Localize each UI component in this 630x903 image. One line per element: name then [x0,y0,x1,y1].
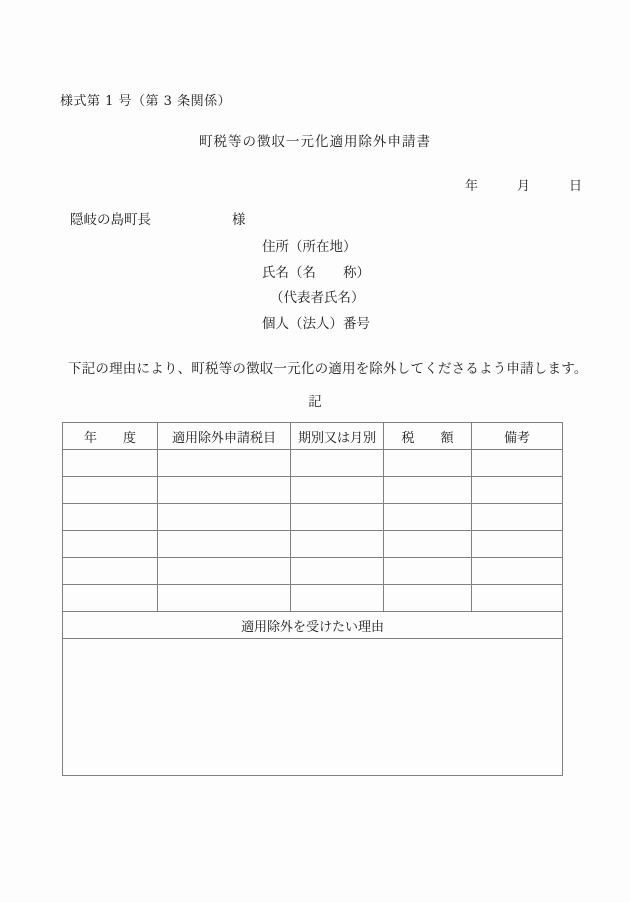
cell-year[interactable] [63,531,158,558]
cell-amount[interactable] [384,585,472,612]
application-table [62,422,563,776]
cell-taxitem[interactable] [158,477,291,504]
date-line: 年 月 日 [464,179,582,194]
table-row [63,585,563,612]
cell-note[interactable] [472,531,563,558]
reason-input-row [63,639,563,776]
column-header-period: 期別又は月別 [291,423,384,450]
cell-amount[interactable] [384,531,472,558]
page-title: 町税等の徴収一元化適用除外申請書 [199,134,431,150]
cell-period[interactable] [291,558,384,585]
addressee-line: 隠岐の島町長 様 [70,212,246,228]
cell-amount[interactable] [384,450,472,477]
cell-note[interactable] [472,450,563,477]
cell-period[interactable] [291,477,384,504]
column-header-amount: 税 額 [384,423,472,450]
application-statement: 下記の理由により、町税等の徴収一元化の適用を除外してくださるよう申請します。 [68,361,588,377]
cell-taxitem[interactable] [158,585,291,612]
cell-note[interactable] [472,558,563,585]
cell-amount[interactable] [384,504,472,531]
cell-note[interactable] [472,504,563,531]
column-header-note: 備考 [472,423,563,450]
cell-taxitem[interactable] [158,531,291,558]
cell-taxitem[interactable] [158,558,291,585]
cell-year[interactable] [63,558,158,585]
cell-year[interactable] [63,585,158,612]
table-row [63,450,563,477]
cell-note[interactable] [472,585,563,612]
cell-period[interactable] [291,450,384,477]
reason-label-row [63,612,563,639]
cell-year[interactable] [63,477,158,504]
reason-section-label: 適用除外を受けたい理由 [63,612,563,639]
cell-note[interactable] [472,477,563,504]
table-header-row [63,423,563,450]
applicant-address-label: 住所（所在地） [262,239,357,255]
form-number: 様式第 1 号（第 3 条関係） [60,94,232,109]
cell-taxitem[interactable] [158,504,291,531]
table-row [63,477,563,504]
applicant-number-label: 個人（法人）番号 [262,315,370,332]
applicant-info-block [262,240,370,342]
cell-amount[interactable] [384,477,472,504]
applicant-representative-label: （代表者氏名） [270,290,365,307]
table-row [63,531,563,558]
cell-taxitem[interactable] [158,450,291,477]
column-header-year: 年 度 [63,423,158,450]
reason-input-area[interactable] [63,639,563,776]
ki-marker: 記 [308,394,322,410]
table-row [63,558,563,585]
cell-amount[interactable] [384,558,472,585]
cell-year[interactable] [63,450,158,477]
table-row [63,504,563,531]
applicant-name-label: 氏名（名 称） [262,264,370,281]
cell-period[interactable] [291,585,384,612]
cell-period[interactable] [291,531,384,558]
cell-year[interactable] [63,504,158,531]
column-header-taxitem: 適用除外申請税目 [158,423,291,450]
cell-period[interactable] [291,504,384,531]
